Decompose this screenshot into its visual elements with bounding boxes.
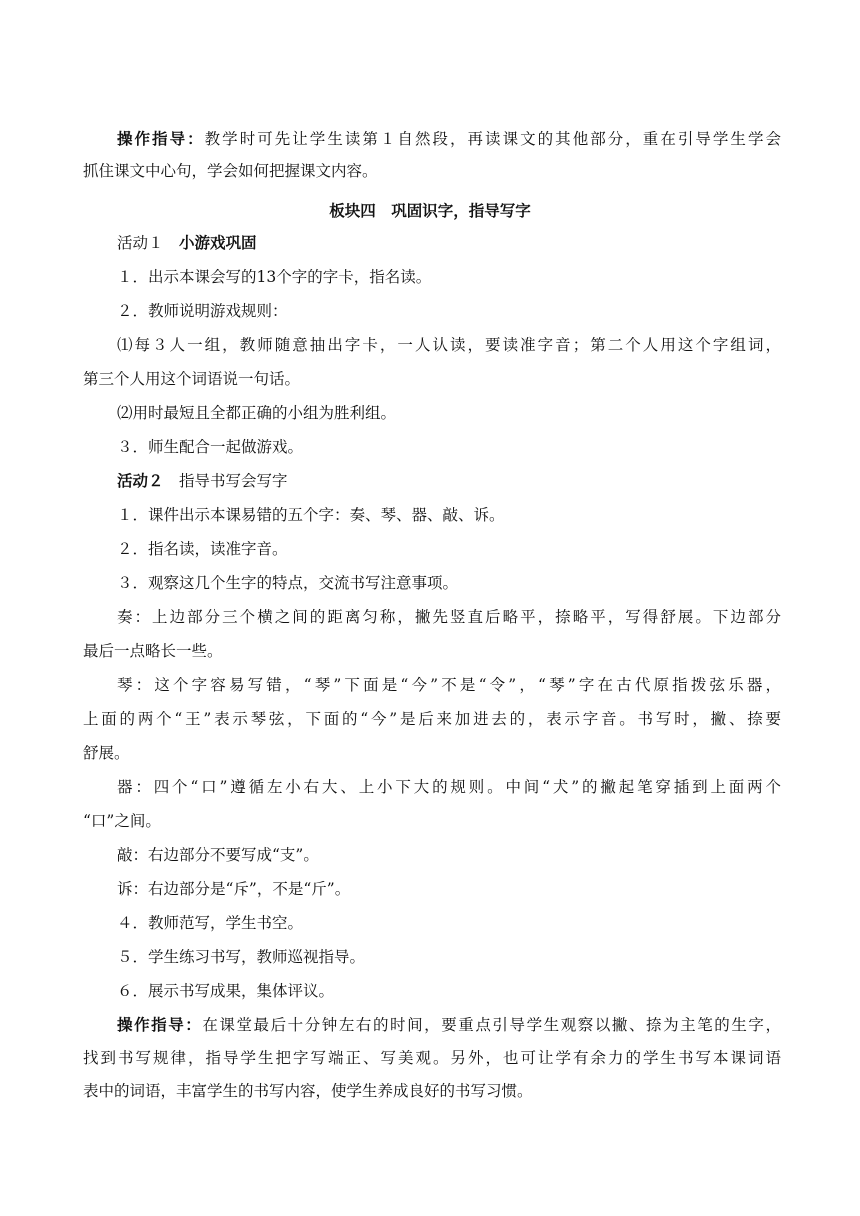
activity-1-title: 小游戏巩固 [179,234,257,252]
section-title: 板块四 巩固识字，指导写字 [329,202,531,220]
activity-1-heading [117,232,817,254]
guidance-label: 操作指导： [117,1016,203,1034]
list-item: １．课件出示本课易错的五个字：奏、琴、器、敲、诉。 [117,506,505,524]
activity-2-heading [117,470,817,492]
guidance-paragraph-2-line-2: 找到书写规律，指导学生把字写端正、写美观。另外，也可让学有余力的学生书写本课词语 [83,1049,781,1067]
guidance-label: 操作指导： [117,130,205,148]
guidance-text: 在课堂最后十分钟左右的时间，要重点引导学生观察以撇、捺为主笔的生字， [202,1016,781,1034]
list-item: ２．指名读，读准字音。 [117,540,288,558]
char-note-qin-continued: 上面的两个“王”表示琴弦，下面的“今”是后来加进去的，表示字音。书写时，撇、捺要 [83,710,781,728]
list-item: ４．教师范写，学生书空。 [117,914,304,932]
char-note-qi: 器：四个“口”遵循左小右大、上小下大的规则。中间“犬”的撇起笔穿插到上面两个 [117,778,781,796]
activity-2-prefix: 活动２ [117,472,164,490]
char-note-qin-continued: 舒展。 [83,744,130,762]
activity-1-prefix: 活动１ [117,234,164,252]
list-item: ⑴每３人一组，教师随意抽出字卡，一人认读，要读准字音；第二个人用这个字组词， [117,336,781,354]
char-note-zou: 奏：上边部分三个横之间的距离匀称，撇先竖直后略平，捺略平，写得舒展。下边部分 [117,608,781,626]
list-item: ５．学生练习书写，教师巡视指导。 [117,948,366,966]
list-item: ６．展示书写成果，集体评议。 [117,982,335,1000]
list-item: ⑵用时最短且全都正确的小组为胜利组。 [117,404,397,422]
guidance-paragraph-2-line-3: 表中的词语，丰富学生的书写内容，使学生养成良好的书写习惯。 [83,1082,533,1100]
char-note-qi-continued: “口”之间。 [83,812,161,830]
guidance-text: 教学时可先让学生读第１自然段，再读课文的其他部分，重在引导学生学会 [204,130,781,148]
char-note-zou-continued: 最后一点略长一些。 [83,642,223,660]
list-item: ２．教师说明游戏规则： [117,302,288,320]
char-note-qin: 琴：这个字容易写错，“琴”下面是“今”不是“令”，“琴”字在古代原指拨弦乐器， [117,676,781,694]
guidance-paragraph-1-line-1 [117,128,781,150]
list-item-continued: 第三个人用这个词语说一句话。 [83,370,301,388]
list-item: ３．观察这几个生字的特点，交流书写注意事项。 [117,574,459,592]
guidance-paragraph-1-line-2: 抓住课文中心句，学会如何把握课文内容。 [83,162,378,180]
list-item: １．出示本课会写的13个字的字卡，指名读。 [117,268,432,286]
list-item: ３．师生配合一起做游戏。 [117,438,304,456]
activity-2-title: 指导书写会写字 [179,472,288,490]
char-note-su: 诉：右边部分是“斥”，不是“斤”。 [117,880,351,898]
char-note-qiao: 敲：右边部分不要写成“支”。 [117,846,319,864]
guidance-paragraph-2-line-1 [117,1014,781,1036]
